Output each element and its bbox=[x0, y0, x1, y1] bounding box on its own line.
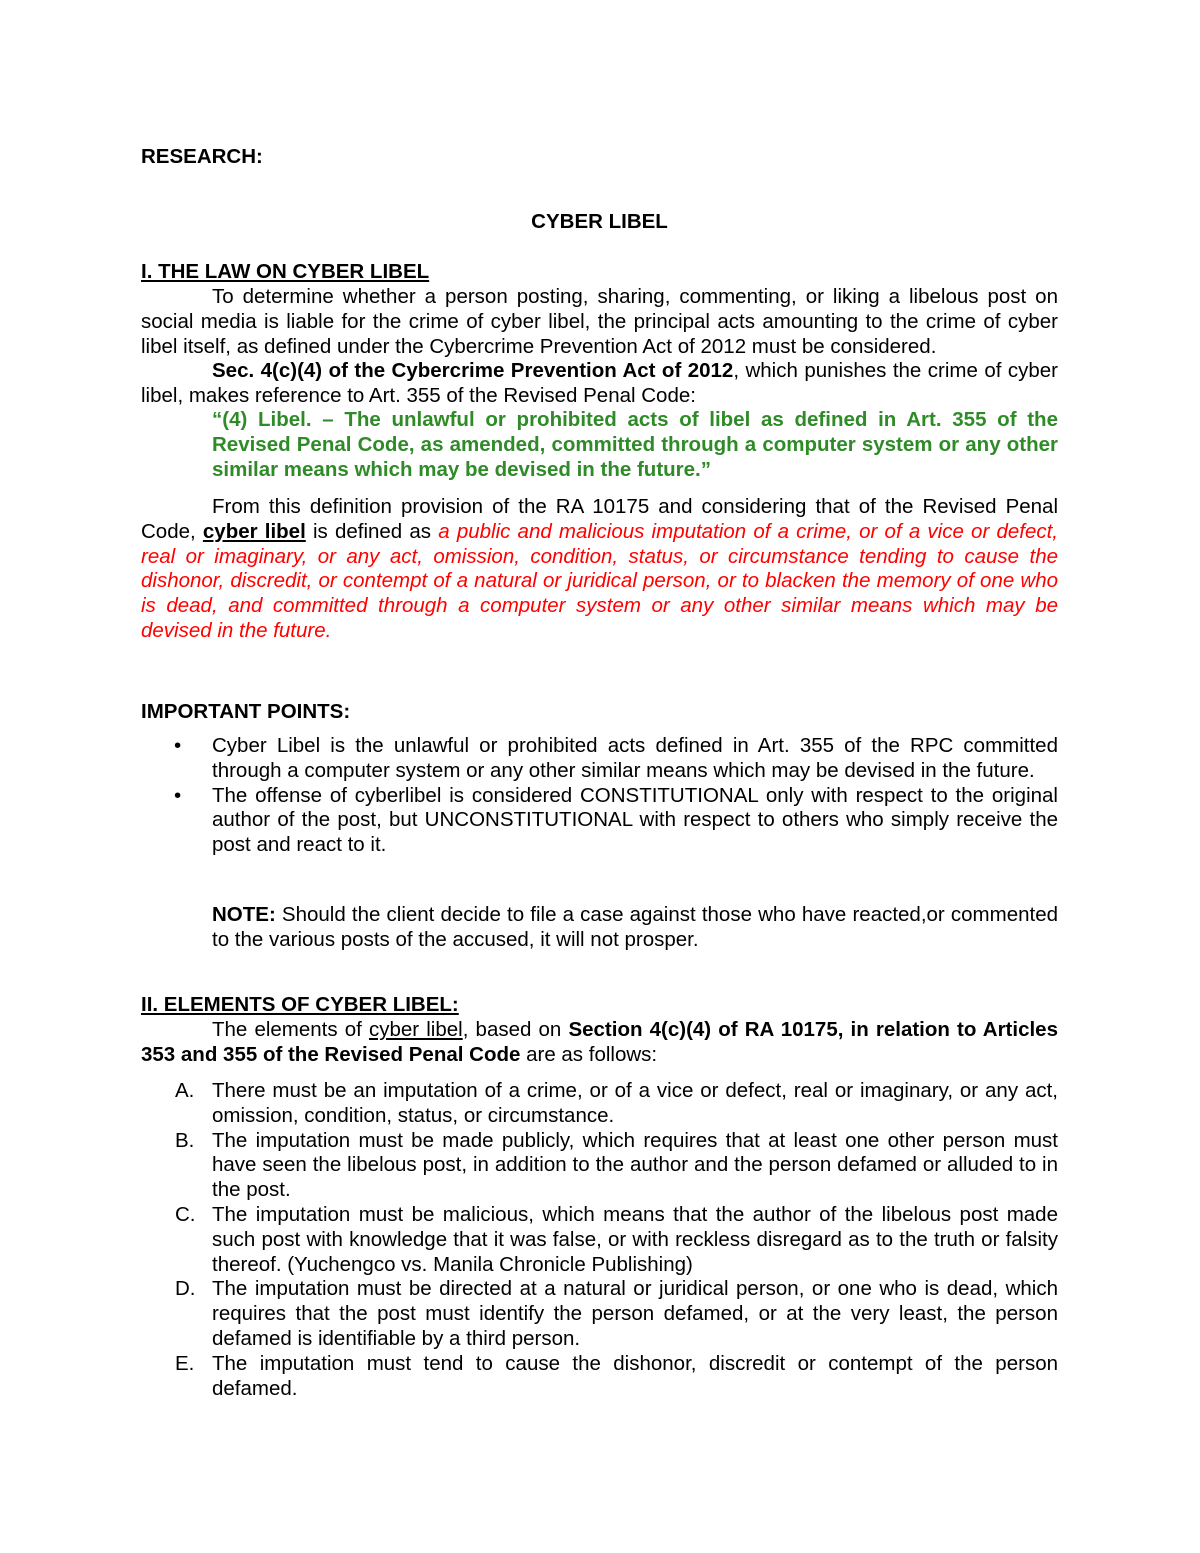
list-item bbox=[141, 1203, 1058, 1277]
list-item bbox=[141, 1129, 1058, 1203]
element-letter: D. bbox=[175, 1277, 196, 1301]
section-2-heading: II. ELEMENTS OF CYBER LIBEL: bbox=[141, 993, 459, 1016]
document-title: CYBER LIBEL bbox=[531, 210, 668, 233]
note-label: NOTE: bbox=[212, 903, 276, 926]
list-item bbox=[141, 1277, 1058, 1351]
list-item bbox=[141, 734, 1058, 784]
bullet-marker: • bbox=[174, 734, 182, 757]
element-text: The imputation must be malicious, which means that the author of the libelous post made such post with knowledge that it was false, or with reckless disregard as to the truth or falsity thereof. (Yuchengco vs. Manila Chronicle Publishing) bbox=[212, 1202, 1058, 1276]
important-points-heading: IMPORTANT POINTS: bbox=[141, 700, 351, 723]
intro-end: are as follows: bbox=[520, 1042, 658, 1066]
list-item-text: The offense of cyberlibel is considered CONSTITUTIONAL only with respect to the original author of the post, but UNCONSTITUTIONAL with respect to others who simply receive the post and react to it. bbox=[212, 783, 1058, 857]
ra-10175-reference: Section 4(c)(4) of RA 10175, in relation to Articles 353 and 355 of the Revised Penal Code bbox=[141, 1018, 1058, 1066]
list-item bbox=[141, 1079, 1058, 1129]
research-heading: RESEARCH: bbox=[141, 145, 263, 168]
paragraph-2-rest: , which punishes the crime of cyber libel, makes reference to Art. 355 of the Revised Penal Code: bbox=[141, 359, 1058, 407]
element-letter: A. bbox=[175, 1079, 195, 1102]
element-text: The imputation must tend to cause the dishonor, discredit or contempt of the person defamed. bbox=[212, 1351, 1058, 1400]
section-1-paragraph-2 bbox=[141, 359, 1058, 409]
libel-quote: “(4) Libel. – The unlawful or prohibited acts of libel as defined in Art. 355 of the Revised Penal Code, as amended, committed through a computer system or any other similar means which may be devised in the future.” bbox=[212, 408, 1058, 481]
note-text: Should the client decide to file a case against those who have reacted,or commented to the various posts of the accused, it will not prosper. bbox=[212, 903, 1058, 951]
note-paragraph bbox=[212, 903, 1058, 953]
elements-list bbox=[141, 1079, 1058, 1401]
important-points-list bbox=[141, 734, 1058, 858]
intro-mid: , based on bbox=[462, 1018, 569, 1041]
element-text: The imputation must be directed at a natural or juridical person, or one who is dead, which requires that the post must identify the person defamed, or at the very least, the person defamed is identifiable by a third person. bbox=[212, 1277, 1058, 1350]
cyber-libel-term: cyber libel bbox=[368, 1018, 463, 1041]
list-item-text: Cyber Libel is the unlawful or prohibited acts defined in Art. 355 of the RPC committed through a computer system or any other similar means which may be devised in the future. bbox=[212, 734, 1058, 782]
element-letter: E. bbox=[175, 1351, 195, 1375]
sec-4c4-reference: Sec. 4(c)(4) of the Cybercrime Prevention Act of 2012 bbox=[212, 359, 734, 382]
element-text: The imputation must be made publicly, which requires that at least one other person must have seen the libelous post, in addition to the author and the person defamed or alluded to in the post. bbox=[212, 1128, 1058, 1202]
list-item bbox=[141, 1352, 1058, 1402]
cyber-libel-term: cyber libel bbox=[202, 519, 306, 543]
cyber-libel-definition: a public and malicious imputation of a crime, or of a vice or defect, real or imaginary, or any act, omission, condition, status, or circumstance tending to cause the dishonor, discredit, or contempt of a natural or juridical person, or to blacken the memory of one who is dead, and committed through a computer system or any other similar means which may be devised in the future. bbox=[141, 519, 1058, 642]
list-item bbox=[141, 784, 1058, 858]
element-letter: C. bbox=[175, 1202, 196, 1226]
section-1-paragraph-1: To determine whether a person posting, sharing, commenting, or liking a libelous post on social media is liable for the crime of cyber libel, the principal acts amounting to the crime of cyber libel itself, as defined under the Cybercrime Prevention Act of 2012 must be considered. bbox=[141, 285, 1058, 358]
intro-start: The elements of bbox=[212, 1018, 369, 1041]
paragraph-3-mid: is defined as bbox=[305, 519, 439, 543]
section-2-intro bbox=[141, 1018, 1058, 1068]
element-letter: B. bbox=[175, 1128, 195, 1152]
section-1-paragraph-3 bbox=[141, 495, 1058, 644]
element-text: There must be an imputation of a crime, or of a vice or defect, real or imaginary, or any act, omission, condition, status, or circumstance. bbox=[212, 1079, 1058, 1127]
bullet-marker: • bbox=[174, 783, 182, 807]
paragraph-3-start: From this definition provision of the RA 10175 and considering that of the Revised Penal Code, bbox=[141, 495, 1058, 543]
section-1-heading: I. THE LAW ON CYBER LIBEL bbox=[141, 260, 430, 283]
